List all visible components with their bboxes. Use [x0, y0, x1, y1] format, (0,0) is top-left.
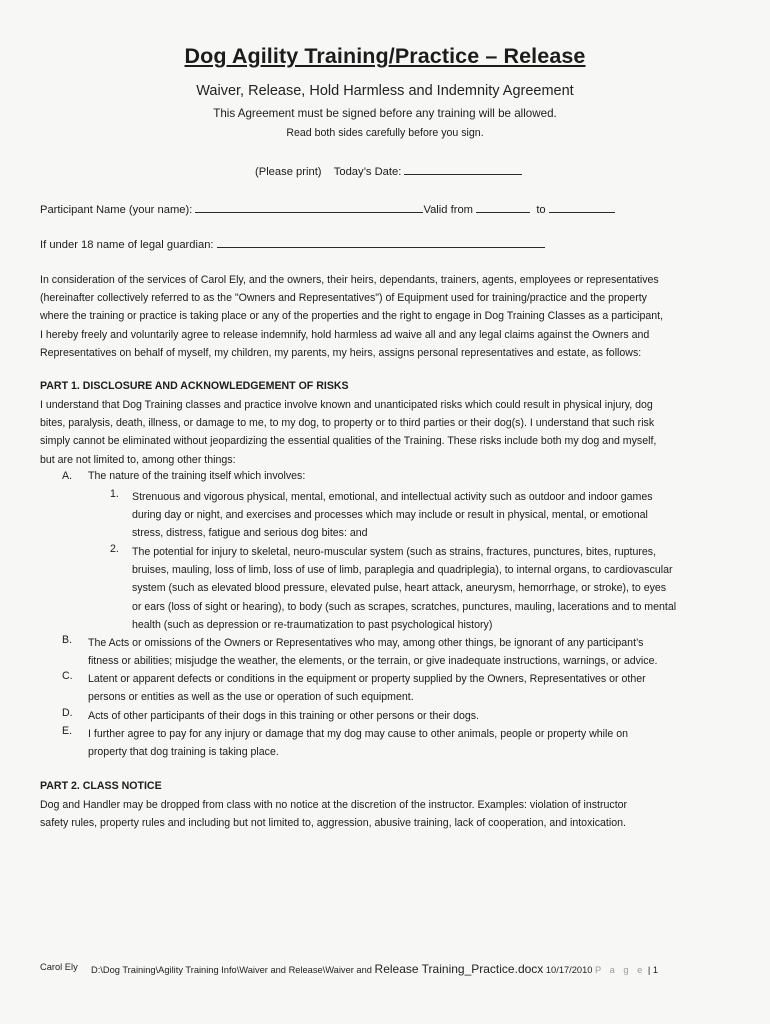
item-b-text [88, 634, 718, 670]
footer-author: Carol Ely [40, 962, 78, 972]
part2-line: Dog and Handler may be dropped from class with no notice at the discretion of the instructor. Examples: violation of instructor [40, 799, 628, 811]
item-a1-line: stress, distress, fatigue and serious dog bites: and [132, 527, 368, 540]
document-subtitle: Waiver, Release, Hold Harmless and Indemnity Agreement [196, 83, 574, 99]
part1-line: bites, paralysis, death, illness, or damage to me, to my dog, to property or to third parties or their dog(s). I understand that such risk [40, 417, 655, 430]
participant-label: Participant Name (your name): [40, 204, 193, 216]
valid-to-field[interactable] [549, 201, 615, 213]
item-e-line: property that dog training is taking place. [88, 746, 279, 759]
participant-name-field[interactable] [195, 201, 423, 213]
part1-heading: PART 1. DISCLOSURE AND ACKNOWLEDGEMENT OF RISKS [40, 380, 349, 392]
part1-line: I understand that Dog Training classes and practice involve known and unanticipated risks which could result in physical injury, dog [40, 399, 653, 411]
valid-from-field[interactable] [476, 201, 530, 213]
item-a2-line: bruises, mauling, loss of limb, loss of use of limb, paraplegia and quadriplegia), to internal organs, to cardiovascular [132, 564, 673, 577]
item-a2-line: health (such as depression or re-traumatization to past psychological history) [132, 618, 493, 631]
part1-line: simply cannot be eliminated without jeopardizing the essential qualities of the Training. These risks include both my dog and myself, [40, 435, 657, 448]
footer-page-number: | 1 [647, 965, 659, 975]
valid-to-label: to [536, 204, 546, 216]
item-e-marker: E. [62, 725, 73, 737]
intro-line: where the training or practice is taking place or any of the properties and the right to engage in Dog Training Classes as a participant, [40, 310, 664, 323]
item-a2-text [132, 543, 722, 634]
guardian-line [40, 236, 545, 251]
item-c-marker: C. [62, 670, 73, 682]
footer-doc-name: Release Training_Practice.docx [374, 962, 544, 976]
document-title: Dog Agility Training/Practice – Release [184, 44, 586, 68]
item-a2-line: system (such as elevated blood pressure, elevated pulse, heart attack, aneurysm, hemorrhage, or stroke), to eyes [132, 582, 667, 595]
part1-paragraph [40, 396, 720, 469]
item-e-line: I further agree to pay for any injury or damage that my dog may cause to other animals, people or property while on [88, 728, 628, 740]
part1-line: but are not limited to, among other things: [40, 453, 236, 466]
footer-date: 10/17/2010 [545, 965, 593, 975]
guardian-label: If under 18 name of legal guardian: [40, 239, 214, 251]
item-d-marker: D. [62, 707, 73, 719]
please-print-label: (Please print) [255, 166, 322, 178]
item-a2-line: The potential for injury to skeletal, neuro-muscular system (such as strains, fractures, punctures, bites, ruptures, [132, 546, 657, 558]
item-a-marker: A. [62, 470, 73, 482]
item-a1-text [132, 488, 712, 543]
footer-path-line [91, 962, 658, 976]
todays-date-field[interactable] [404, 163, 522, 175]
intro-line: Representatives on behalf of myself, my children, my parents, my heirs, assigns personal representatives and estate, as follows: [40, 346, 642, 359]
item-e-text [88, 725, 718, 761]
guardian-name-field[interactable] [217, 236, 545, 248]
item-d-text [88, 707, 718, 725]
item-c-text [88, 670, 718, 706]
read-notice: Read both sides carefully before you sign. [286, 127, 484, 139]
valid-from-label: Valid from [423, 204, 473, 216]
item-c-line: persons or entities as well as the use or operation of such equipment. [88, 691, 414, 704]
item-a2-marker: 2. [110, 543, 119, 555]
part2-paragraph [40, 796, 720, 832]
item-a1-line: during day or night, and exercises and processes which may include or result in physical, mental, or emotional [132, 509, 648, 522]
item-c-line: Latent or apparent defects or conditions in the equipment or property supplied by the Owners, Representatives or other [88, 673, 646, 685]
todays-date-label: Today’s Date: [333, 166, 402, 178]
item-a-text: The nature of the training itself which involves: [88, 470, 306, 482]
intro-line: (hereinafter collectively referred to as the "Owners and Representatives") of Equipment used for training/practice and the property [40, 292, 647, 305]
part2-line: safety rules, property rules and including but not limited to, aggression, abusive training, lack of cooperation, and intoxication. [40, 817, 626, 830]
footer-page-word: P a g e [595, 965, 646, 975]
item-b-marker: B. [62, 634, 73, 646]
intro-line: I hereby freely and voluntarily agree to release indemnify, hold harmless ad waive all and any legal claims against the Owners and [40, 328, 650, 341]
intro-paragraph [40, 271, 720, 362]
item-a1-marker: 1. [110, 488, 119, 500]
signature-notice: This Agreement must be signed before any training will be allowed. [213, 107, 557, 120]
item-a1-line: Strenuous and vigorous physical, mental, emotional, and intellectual activity such as outdoor and indoor games [132, 491, 653, 503]
item-a2-line: or ears (loss of sight or hearing), to body (such as scrapes, scratches, punctures, mauling, lacerations and to mental [132, 600, 677, 613]
item-b-line: fitness or abilities; misjudge the weather, the elements, or the terrain, or give inadequate instructions, warnings, or advice. [88, 655, 658, 668]
participant-line [40, 201, 615, 216]
date-line [255, 163, 522, 178]
item-d-line: Acts of other participants of their dogs in this training or other persons or their dogs. [88, 710, 479, 722]
part2-heading: PART 2. CLASS NOTICE [40, 780, 162, 792]
intro-line: In consideration of the services of Carol Ely, and the owners, their heirs, dependants, trainers, agents, employees or representatives [40, 274, 659, 286]
item-b-line: The Acts or omissions of the Owners or Representatives who may, among other things, be ignorant of any participant’s [88, 637, 644, 649]
footer-path: D:\Dog Training\Agility Training Info\Waiver and Release\Waiver and [91, 965, 372, 975]
